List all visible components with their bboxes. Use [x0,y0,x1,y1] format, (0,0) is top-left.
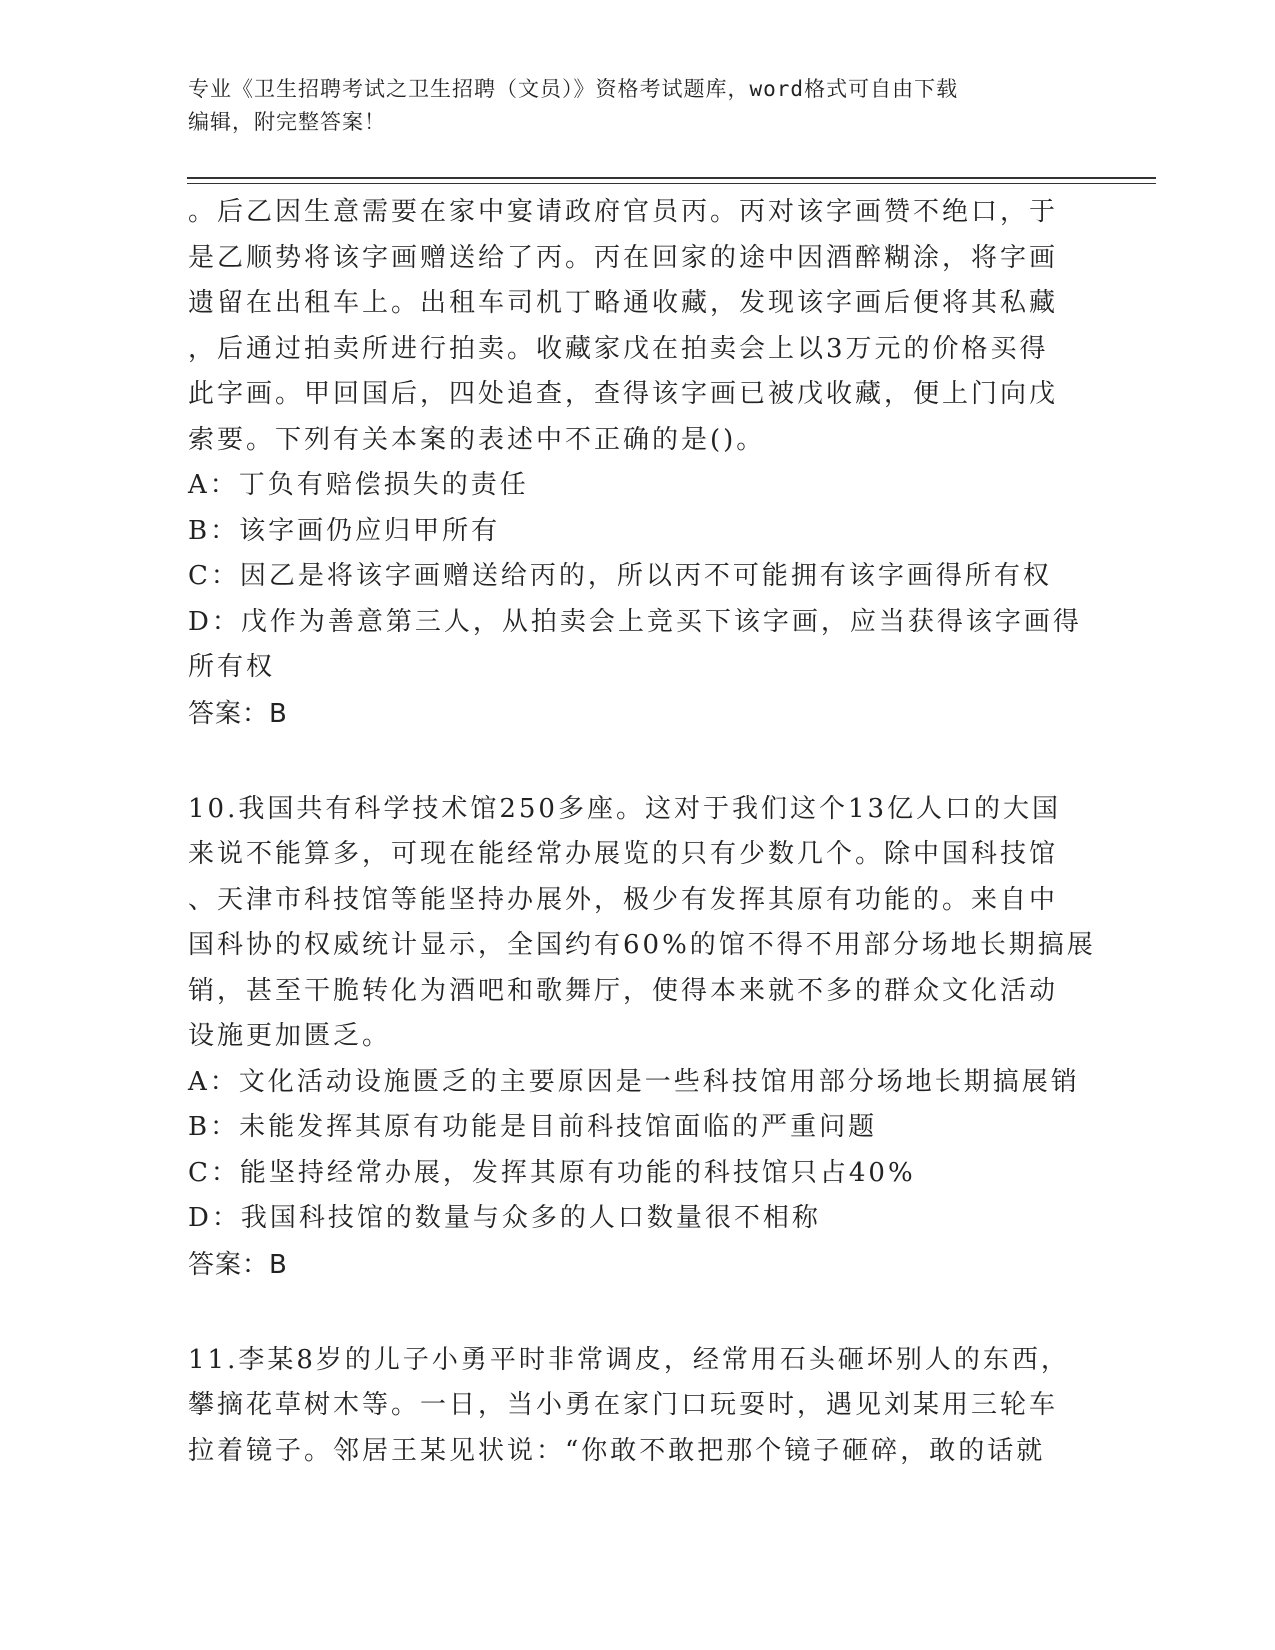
question-11 [188,1338,1088,1475]
option-b: B：该字画仍应归甲所有 [188,515,501,546]
question-10 [188,787,1096,1288]
header-line-2: 编辑，附完整答案！ [188,110,386,134]
question-text-line: 。后乙因生意需要在家中宴请政府官员丙。丙对该字画赞不绝口，于 [188,197,1059,227]
question-text-line: 遗留在出租车上。出租车司机丁略通收藏，发现该字画后便将其私藏 [188,288,1059,318]
option-a: A：丁负有赔偿损失的责任 [188,470,529,500]
question-text-line: 是乙顺势将该字画赠送给了丙。丙在回家的途中因酒醉糊涂，将字画 [188,242,1059,273]
question-text-line: 11.李某8岁的儿子小勇平时非常调皮，经常用石头砸坏别人的东西， [188,1344,1070,1375]
option-d-continued: 所有权 [188,652,276,682]
header-divider-thin [187,183,1156,184]
header-divider-thick [187,177,1156,179]
question-text-line: 拉着镜子。邻居王某见状说：“你敢不敢把那个镜子砸碎，敢的话就 [188,1435,1046,1466]
answer-line: 答案：B [188,1249,288,1280]
question-text-line: 攀摘花草树木等。一日，当小勇在家门口玩耍时，遇见刘某用三轮车 [188,1390,1059,1420]
question-text-line: 、天津市科技馆等能坚持办展外，极少有发挥其原有功能的。来自中 [188,884,1059,915]
header-line-1: 专业《卫生招聘考试之卫生招聘（文员）》资格考试题库，word格式可自由下载 [188,77,959,101]
question-text-line: 索要。下列有关本案的表述中不正确的是()。 [188,424,766,455]
option-a: A：文化活动设施匮乏的主要原因是一些科技馆用部分场地长期搞展销 [188,1066,1080,1097]
question-text-line: 国科协的权威统计显示，全国约有60%的馆不得不用部分场地长期搞展 [188,930,1096,960]
option-c: C：能坚持经常办展，发挥其原有功能的科技馆只占40% [188,1157,916,1188]
document-header [188,73,1068,139]
option-d: D：我国科技馆的数量与众多的人口数量很不相称 [188,1203,821,1233]
document-body [188,190,1096,1474]
option-d: D：戊作为善意第三人，从拍卖会上竞买下该字画，应当获得该字画得 [188,606,1082,637]
question-text-line: ，后通过拍卖所进行拍卖。收藏家戊在拍卖会上以3万元的价格买得 [188,333,1049,364]
question-spacer [188,1288,1088,1338]
question-text-line: 10.我国共有科学技术馆250多座。这对于我们这个13亿人口的大国 [188,793,1062,824]
answer-line: 答案：B [188,698,288,729]
question-spacer [188,737,1088,787]
question-text-line: 设施更加匮乏。 [188,1021,392,1051]
question-9 [188,190,1088,737]
option-c: C：因乙是将该字画赠送给丙的，所以丙不可能拥有该字画得所有权 [188,561,1052,591]
question-text-line: 来说不能算多，可现在能经常办展览的只有少数几个。除中国科技馆 [188,839,1059,869]
question-text-line: 销，甚至干脆转化为酒吧和歌舞厅，使得本来就不多的群众文化活动 [188,975,1059,1006]
question-text-line: 此字画。甲回国后，四处追查，查得该字画已被戊收藏，便上门向戊 [188,379,1059,409]
option-b: B：未能发挥其原有功能是目前科技馆面临的严重问题 [188,1112,878,1142]
